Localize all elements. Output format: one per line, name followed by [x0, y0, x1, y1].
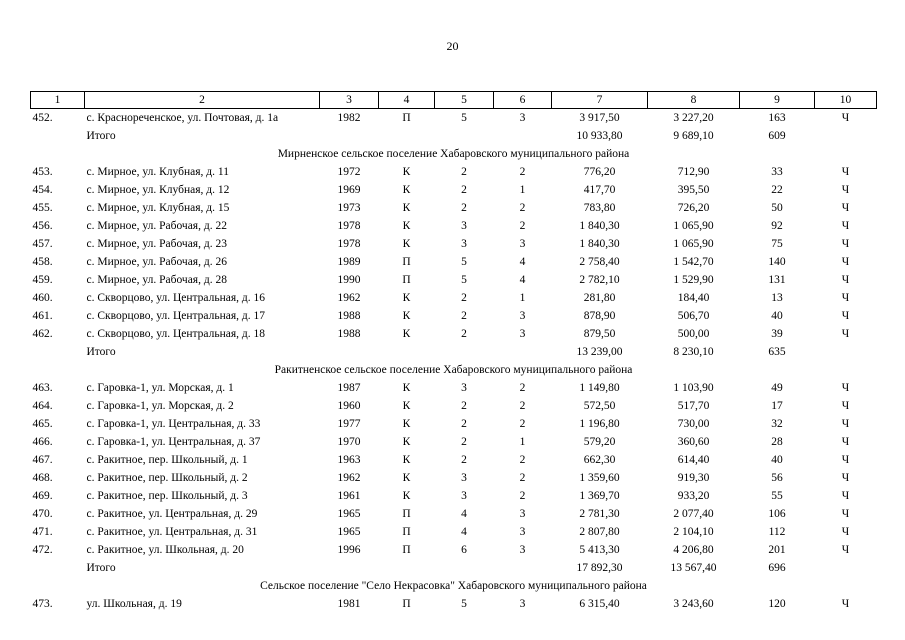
column-header: 7 — [552, 92, 648, 109]
wall-material-cell: К — [402, 489, 411, 502]
table-row — [31, 433, 877, 451]
address-cell: с. Скворцово, ул. Центральная, д. 16 — [86, 291, 266, 304]
residents-cell: 131 — [768, 273, 786, 286]
total-row — [31, 559, 877, 577]
living-area-cell: 614,40 — [677, 453, 710, 466]
address-cell: с. Мирное, ул. Рабочая, д. 28 — [86, 273, 227, 286]
residents-cell: 106 — [768, 507, 786, 520]
residents-cell: 163 — [768, 111, 786, 124]
row-number-cell: 465. — [32, 417, 53, 430]
wall-material-cell: К — [402, 201, 411, 214]
address-cell: с. Мирное, ул. Рабочая, д. 23 — [86, 237, 227, 250]
floors-cell — [435, 343, 494, 361]
entrances-cell — [494, 343, 552, 361]
ownership-cell — [815, 127, 877, 145]
total-area-cell: 2 782,10 — [579, 273, 620, 286]
ownership-cell: Ч — [841, 219, 850, 232]
wall-material-cell: К — [402, 453, 411, 466]
wall-material-cell — [379, 127, 435, 145]
table-row — [31, 505, 877, 523]
ownership-cell: Ч — [841, 417, 850, 430]
total-label: Итого — [86, 129, 116, 142]
wall-material-cell: П — [402, 255, 411, 268]
ownership-cell: Ч — [841, 111, 850, 124]
total-area-cell: 10 933,80 — [576, 129, 623, 142]
floors-cell: 2 — [461, 165, 467, 178]
table-row — [31, 199, 877, 217]
wall-material-cell — [379, 343, 435, 361]
address-cell: с. Ракитное, ул. Школьная, д. 20 — [86, 543, 244, 556]
ownership-cell: Ч — [841, 381, 850, 394]
address-cell: с. Мирное, ул. Рабочая, д. 26 — [86, 255, 227, 268]
table-row — [31, 235, 877, 253]
residents-cell: 609 — [768, 129, 786, 142]
entrances-cell: 4 — [519, 255, 526, 268]
address-cell: с. Скворцово, ул. Центральная, д. 17 — [86, 309, 266, 322]
row-number-cell: 463. — [32, 381, 53, 394]
ownership-cell: Ч — [841, 507, 850, 520]
row-number-cell — [31, 127, 85, 145]
living-area-cell: 1 542,70 — [673, 255, 714, 268]
ownership-cell: Ч — [841, 525, 850, 538]
ownership-cell: Ч — [841, 183, 850, 196]
living-area-cell: 919,30 — [677, 471, 710, 484]
row-number-cell: 457. — [32, 237, 53, 250]
total-area-cell: 17 892,30 — [576, 561, 623, 574]
entrances-cell: 1 — [519, 183, 526, 196]
wall-material-cell: П — [402, 507, 411, 520]
column-header: 1 — [31, 92, 85, 109]
total-area-cell: 5 413,30 — [579, 543, 620, 556]
floors-cell: 4 — [461, 525, 467, 538]
row-number-cell: 458. — [32, 255, 53, 268]
living-area-cell: 517,70 — [677, 399, 710, 412]
table-row — [31, 163, 877, 181]
residents-cell: 33 — [771, 165, 783, 178]
row-number-cell: 452. — [32, 111, 53, 124]
wall-material-cell: П — [402, 111, 411, 124]
total-area-cell: 2 807,80 — [579, 525, 620, 538]
address-cell: ул. Школьная, д. 19 — [86, 597, 182, 610]
build-year-cell: 1965 — [337, 507, 361, 520]
table-row — [31, 595, 877, 613]
column-header: 4 — [379, 92, 435, 109]
table-row — [31, 217, 877, 235]
build-year-cell: 1977 — [337, 417, 361, 430]
row-number-cell: 455. — [32, 201, 53, 214]
row-number-cell: 462. — [32, 327, 53, 340]
table-row — [31, 307, 877, 325]
entrances-cell: 3 — [519, 309, 526, 322]
floors-cell — [435, 559, 494, 577]
table-row — [31, 469, 877, 487]
total-area-cell: 6 315,40 — [579, 597, 620, 610]
ownership-cell: Ч — [841, 327, 850, 340]
table-row — [31, 397, 877, 415]
wall-material-cell: К — [402, 471, 411, 484]
wall-material-cell: П — [402, 273, 411, 286]
build-year-cell: 1987 — [337, 381, 361, 394]
living-area-cell: 500,00 — [677, 327, 710, 340]
entrances-cell: 3 — [519, 543, 526, 556]
entrances-cell: 3 — [519, 237, 526, 250]
build-year-cell: 1982 — [337, 111, 361, 124]
row-number-cell: 466. — [32, 435, 53, 448]
residents-cell: 75 — [771, 237, 783, 250]
living-area-cell: 726,20 — [677, 201, 710, 214]
table-row — [31, 415, 877, 433]
ownership-cell: Ч — [841, 543, 850, 556]
build-year-cell: 1978 — [337, 237, 361, 250]
build-year-cell — [320, 127, 379, 145]
living-area-cell: 933,20 — [677, 489, 710, 502]
entrances-cell: 2 — [519, 219, 526, 232]
entrances-cell: 2 — [519, 489, 526, 502]
floors-cell: 2 — [461, 327, 467, 340]
residents-cell: 696 — [768, 561, 786, 574]
build-year-cell: 1989 — [337, 255, 361, 268]
floors-cell: 2 — [461, 435, 467, 448]
total-label: Итого — [86, 561, 116, 574]
entrances-cell: 3 — [519, 525, 526, 538]
living-area-cell: 9 689,10 — [673, 129, 714, 142]
total-area-cell: 2 781,30 — [579, 507, 620, 520]
total-area-cell: 783,80 — [583, 201, 616, 214]
section-header-row — [31, 145, 877, 163]
total-row — [31, 127, 877, 145]
ownership-cell — [815, 343, 877, 361]
build-year-cell: 1969 — [337, 183, 361, 196]
entrances-cell: 3 — [519, 327, 526, 340]
ownership-cell: Ч — [841, 237, 850, 250]
build-year-cell: 1996 — [337, 543, 361, 556]
wall-material-cell — [379, 559, 435, 577]
total-area-cell: 13 239,00 — [576, 345, 623, 358]
address-cell: с. Мирное, ул. Клубная, д. 15 — [86, 201, 230, 214]
living-area-cell: 395,50 — [677, 183, 710, 196]
residents-cell: 50 — [771, 201, 783, 214]
floors-cell: 4 — [461, 507, 467, 520]
entrances-cell: 2 — [519, 471, 526, 484]
entrances-cell — [494, 559, 552, 577]
ownership-cell: Ч — [841, 165, 850, 178]
living-area-cell: 8 230,10 — [673, 345, 714, 358]
row-number-cell — [31, 343, 85, 361]
total-area-cell: 3 917,50 — [579, 111, 620, 124]
residents-cell: 22 — [771, 183, 783, 196]
entrances-cell: 2 — [519, 417, 526, 430]
build-year-cell: 1962 — [337, 471, 361, 484]
residents-cell: 28 — [771, 435, 783, 448]
build-year-cell: 1988 — [337, 327, 361, 340]
ownership-cell: Ч — [841, 489, 850, 502]
entrances-cell: 1 — [519, 291, 526, 304]
residents-cell: 112 — [768, 525, 786, 538]
build-year-cell: 1963 — [337, 453, 361, 466]
ownership-cell — [815, 559, 877, 577]
section-title: Ракитненское сельское поселение Хабаровского муниципального района — [274, 363, 633, 376]
ownership-cell: Ч — [841, 309, 850, 322]
column-header: 9 — [740, 92, 815, 109]
ownership-cell: Ч — [841, 399, 850, 412]
build-year-cell: 1961 — [337, 489, 361, 502]
build-year-cell: 1972 — [337, 165, 361, 178]
entrances-cell: 3 — [519, 507, 526, 520]
address-cell: с. Ракитное, пер. Школьный, д. 2 — [86, 471, 248, 484]
living-area-cell: 2 077,40 — [673, 507, 714, 520]
ownership-cell: Ч — [841, 471, 850, 484]
address-cell: с. Гаровка-1, ул. Центральная, д. 37 — [86, 435, 261, 448]
ownership-cell: Ч — [841, 291, 850, 304]
table-row — [31, 325, 877, 343]
row-number-cell: 453. — [32, 165, 53, 178]
row-number-cell: 473. — [32, 597, 53, 610]
build-year-cell: 1978 — [337, 219, 361, 232]
address-cell: с. Мирное, ул. Рабочая, д. 22 — [86, 219, 227, 232]
column-header: 6 — [494, 92, 552, 109]
ownership-cell: Ч — [841, 255, 850, 268]
floors-cell: 2 — [461, 291, 467, 304]
table-row — [31, 271, 877, 289]
address-cell: с. Гаровка-1, ул. Морская, д. 1 — [86, 381, 234, 394]
wall-material-cell: К — [402, 399, 411, 412]
wall-material-cell: К — [402, 417, 411, 430]
build-year-cell: 1970 — [337, 435, 361, 448]
ownership-cell: Ч — [841, 201, 850, 214]
ownership-cell: Ч — [841, 597, 850, 610]
row-number-cell: 472. — [32, 543, 53, 556]
residents-cell: 32 — [771, 417, 783, 430]
floors-cell: 3 — [461, 471, 467, 484]
living-area-cell: 1 065,90 — [673, 237, 714, 250]
row-number-cell: 464. — [32, 399, 53, 412]
build-year-cell: 1973 — [337, 201, 361, 214]
housing-registry-table — [30, 91, 877, 613]
total-area-cell: 878,90 — [583, 309, 616, 322]
floors-cell: 5 — [461, 273, 467, 286]
build-year-cell — [320, 343, 379, 361]
table-row — [31, 487, 877, 505]
total-label: Итого — [86, 345, 116, 358]
wall-material-cell: К — [402, 219, 411, 232]
section-header-row — [31, 361, 877, 379]
floors-cell: 5 — [461, 255, 467, 268]
build-year-cell: 1965 — [337, 525, 361, 538]
residents-cell: 40 — [771, 453, 783, 466]
ownership-cell: Ч — [841, 453, 850, 466]
entrances-cell: 2 — [519, 165, 526, 178]
section-title: Сельское поселение "Село Некрасовка" Хабаровского муниципального района — [260, 579, 647, 592]
total-row — [31, 343, 877, 361]
row-number-cell: 469. — [32, 489, 53, 502]
row-number-cell: 454. — [32, 183, 53, 196]
ownership-cell: Ч — [841, 435, 850, 448]
floors-cell — [435, 127, 494, 145]
wall-material-cell: П — [402, 597, 411, 610]
column-header: 5 — [435, 92, 494, 109]
address-cell: с. Краснореченское, ул. Почтовая, д. 1а — [86, 111, 279, 124]
build-year-cell: 1960 — [337, 399, 361, 412]
floors-cell: 2 — [461, 201, 467, 214]
wall-material-cell: К — [402, 435, 411, 448]
residents-cell: 13 — [771, 291, 783, 304]
entrances-cell: 2 — [519, 399, 526, 412]
ownership-cell: Ч — [841, 273, 850, 286]
build-year-cell: 1962 — [337, 291, 361, 304]
living-area-cell: 360,60 — [677, 435, 710, 448]
total-area-cell: 879,50 — [583, 327, 616, 340]
entrances-cell: 2 — [519, 201, 526, 214]
row-number-cell: 460. — [32, 291, 53, 304]
total-area-cell: 572,50 — [583, 399, 616, 412]
total-area-cell: 776,20 — [583, 165, 616, 178]
wall-material-cell: П — [402, 543, 411, 556]
entrances-cell — [494, 127, 552, 145]
total-area-cell: 1 149,80 — [579, 381, 620, 394]
total-area-cell: 579,20 — [583, 435, 616, 448]
column-header: 2 — [85, 92, 320, 109]
residents-cell: 120 — [768, 597, 786, 610]
floors-cell: 5 — [461, 111, 467, 124]
living-area-cell: 712,90 — [677, 165, 710, 178]
build-year-cell: 1981 — [337, 597, 361, 610]
floors-cell: 2 — [461, 399, 467, 412]
residents-cell: 635 — [768, 345, 786, 358]
residents-cell: 55 — [771, 489, 783, 502]
table-row — [31, 379, 877, 397]
wall-material-cell: К — [402, 309, 411, 322]
address-cell: с. Мирное, ул. Клубная, д. 11 — [86, 165, 229, 178]
residents-cell: 140 — [768, 255, 786, 268]
total-area-cell: 1 196,80 — [579, 417, 620, 430]
build-year-cell: 1990 — [337, 273, 361, 286]
floors-cell: 2 — [461, 453, 467, 466]
column-header: 3 — [320, 92, 379, 109]
floors-cell: 3 — [461, 381, 467, 394]
residents-cell: 49 — [771, 381, 783, 394]
total-area-cell: 417,70 — [583, 183, 616, 196]
living-area-cell: 3 227,20 — [673, 111, 714, 124]
total-area-cell: 662,30 — [583, 453, 616, 466]
row-number-cell: 471. — [32, 525, 53, 538]
living-area-cell: 506,70 — [677, 309, 710, 322]
row-number-cell: 470. — [32, 507, 53, 520]
wall-material-cell: К — [402, 291, 411, 304]
living-area-cell: 2 104,10 — [673, 525, 714, 538]
row-number-cell: 459. — [32, 273, 53, 286]
living-area-cell: 184,40 — [677, 291, 710, 304]
floors-cell: 3 — [461, 237, 467, 250]
entrances-cell: 3 — [519, 111, 526, 124]
residents-cell: 92 — [771, 219, 783, 232]
table-row — [31, 451, 877, 469]
address-cell: с. Гаровка-1, ул. Центральная, д. 33 — [86, 417, 261, 430]
living-area-cell: 1 065,90 — [673, 219, 714, 232]
column-number-header-row — [31, 92, 877, 109]
entrances-cell: 4 — [519, 273, 526, 286]
table-row — [31, 541, 877, 559]
address-cell: с. Ракитное, пер. Школьный, д. 1 — [86, 453, 248, 466]
address-cell: с. Гаровка-1, ул. Морская, д. 2 — [86, 399, 234, 412]
section-header-row — [31, 577, 877, 595]
total-area-cell: 281,80 — [583, 291, 616, 304]
entrances-cell: 2 — [519, 453, 526, 466]
entrances-cell: 1 — [519, 435, 526, 448]
floors-cell: 6 — [461, 543, 467, 556]
floors-cell: 2 — [461, 183, 467, 196]
section-title: Мирненское сельское поселение Хабаровского муниципального района — [277, 147, 630, 160]
table-row — [31, 289, 877, 307]
wall-material-cell: П — [402, 525, 411, 538]
address-cell: с. Скворцово, ул. Центральная, д. 18 — [86, 327, 266, 340]
table-row — [31, 181, 877, 199]
build-year-cell — [320, 559, 379, 577]
row-number-cell: 467. — [32, 453, 53, 466]
residents-cell: 17 — [771, 399, 783, 412]
total-area-cell: 1 840,30 — [579, 237, 620, 250]
row-number-cell: 468. — [32, 471, 53, 484]
total-area-cell: 1 840,30 — [579, 219, 620, 232]
build-year-cell: 1988 — [337, 309, 361, 322]
column-header: 8 — [648, 92, 740, 109]
total-area-cell: 1 359,60 — [579, 471, 620, 484]
living-area-cell: 3 243,60 — [673, 597, 714, 610]
column-header: 10 — [815, 92, 877, 109]
address-cell: с. Ракитное, пер. Школьный, д. 3 — [86, 489, 248, 502]
row-number-cell: 461. — [32, 309, 53, 322]
floors-cell: 2 — [461, 417, 467, 430]
living-area-cell: 1 103,90 — [673, 381, 714, 394]
table-row — [31, 523, 877, 541]
wall-material-cell: К — [402, 237, 411, 250]
wall-material-cell: К — [402, 381, 411, 394]
living-area-cell: 730,00 — [677, 417, 710, 430]
floors-cell: 3 — [461, 489, 467, 502]
total-area-cell: 2 758,40 — [579, 255, 620, 268]
row-number-cell: 456. — [32, 219, 53, 232]
table-row — [31, 109, 877, 128]
address-cell: с. Ракитное, ул. Центральная, д. 29 — [86, 507, 258, 520]
entrances-cell: 3 — [519, 597, 526, 610]
residents-cell: 39 — [771, 327, 783, 340]
residents-cell: 56 — [771, 471, 783, 484]
floors-cell: 5 — [461, 597, 467, 610]
living-area-cell: 4 206,80 — [673, 543, 714, 556]
wall-material-cell: К — [402, 327, 411, 340]
floors-cell: 3 — [461, 219, 467, 232]
total-area-cell: 1 369,70 — [579, 489, 620, 502]
page-number: 20 — [446, 39, 459, 53]
residents-cell: 40 — [771, 309, 783, 322]
residents-cell: 201 — [768, 543, 786, 556]
table-row — [31, 253, 877, 271]
row-number-cell — [31, 559, 85, 577]
living-area-cell: 13 567,40 — [670, 561, 717, 574]
address-cell: с. Мирное, ул. Клубная, д. 12 — [86, 183, 230, 196]
floors-cell: 2 — [461, 309, 467, 322]
entrances-cell: 2 — [519, 381, 526, 394]
wall-material-cell: К — [402, 165, 411, 178]
living-area-cell: 1 529,90 — [673, 273, 714, 286]
wall-material-cell: К — [402, 183, 411, 196]
address-cell: с. Ракитное, ул. Центральная, д. 31 — [86, 525, 258, 538]
